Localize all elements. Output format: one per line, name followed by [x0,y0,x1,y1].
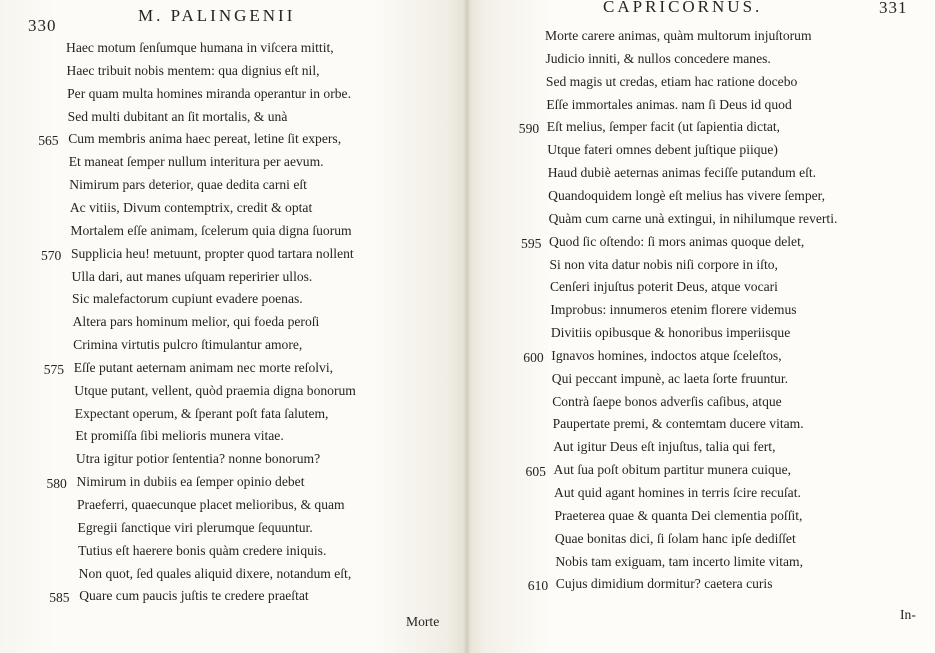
line-number: 565 [38,133,59,149]
line-number: 580 [46,476,67,492]
verse-line: Nimirum pars deterior, quae dedita carni eſt [69,177,307,193]
verse-line: Non quot, ſed quales aliquid dixere, notandum eſt, [78,565,352,581]
right-running-head: CAPRICORNUS. [603,0,763,16]
verse-line: Nimirum in dubiis ea ſemper opinio debet [76,474,305,490]
verse-line: Sed multi dubitant an ſit mortalis, & unà [67,108,288,124]
line-number: 585 [49,590,70,606]
verse-line: Egregii ſanctique viri plerumque ſequuntur. [77,519,313,535]
verse-line: Aut ſua poſt obitum partitur munera cuique, [553,462,792,478]
verse-line: Eſſe putant aeternam animam nec morte reſolvi, [73,359,333,375]
verse-line: Supplicia heu! metuunt, propter quod tartara nollent [70,245,354,261]
verse-line: Morte carere animas, quàm multorum injuſtorum [545,28,812,43]
book-gutter [463,0,471,653]
line-number: 575 [43,361,65,377]
right-catchword: In- [900,607,916,622]
verse-line: Cum membris anima haec pereat, letine ſit expers, [68,131,342,147]
verse-line: Eſt melius, ſemper facit (ut ſapientia dictat, [546,119,781,135]
verse-line: Haec tribuit nobis mentem: qua dignius eſt nil, [66,62,320,78]
verse-line: Utque putant, vellent, quòd praemia digna bonorum [74,382,356,398]
verse-line: Et maneat ſemper nullum interitura per aevum. [68,154,324,170]
verse-line: Utra igitur potior ſententia? nonne bonorum? [75,451,321,467]
verse-line: Qui peccant impunè, ac laeta ſorte fruuntur. [551,370,789,386]
verse-line: Sic malefactorum cupiunt evadere poenas. [72,291,303,307]
verse-line: Haud dubiè aeternas animas feciſſe putandum eſt. [547,165,817,181]
verse-line: Contrà ſaepe bonos adverſis caſibus, atque [552,393,782,409]
left-catchword: Morte [406,614,440,629]
verse-line: Utque fateri omnes debent juſtique piique) [547,142,778,158]
left-running-head: M. PALINGENII [138,6,296,25]
verse-line: Eſſe immortales animas. nam ſi Deus id quod [546,96,792,112]
line-number: 610 [527,578,549,594]
verse-line: Expectant operum, & ſperant poſt fata ſalutem, [74,405,329,421]
line-number: 570 [40,247,62,263]
right-verse-block [467,0,935,653]
right-page [467,0,935,653]
right-page-number: 331 [879,0,908,17]
verse-line: Aut igitur Deus eſt injuſtus, talia qui fert, [553,439,776,455]
verse-line: Sed magis ut credas, etiam hac ratione docebo [545,73,798,89]
verse-line: Cenſeri injuſtus poterit Deus, atque vocari [549,279,778,295]
left-page-number: 330 [28,16,57,35]
line-number: 600 [523,349,544,365]
verse-line: Paupertate premi, & contemtam ducere vitam. [552,416,804,432]
verse-line: Praeferri, quaecunque placet melioribus, & quam [77,497,345,512]
verse-line: Crimina virtutis pulcro ſtimulantur amore, [73,337,303,353]
left-verse-block [0,0,467,653]
verse-line: Divitiis opibusque & honoribus imperiisque [550,325,791,341]
verse-line: Nobis tam exiguam, tam incerto limite vitam, [555,553,803,569]
verse-line: Aut quid agant homines in terris ſcire recuſat. [554,485,801,500]
left-page [0,0,467,653]
verse-line: Altera pars hominum melior, qui foeda peroſi [72,314,320,330]
line-number: 595 [521,235,542,251]
verse-line: Ignavos homines, indoctos atque ſceleſtos, [551,347,782,363]
verse-line: Et promiſſa ſibi melioris munera vitae. [75,428,284,444]
verse-line: Per quam multa homines miranda operantur in orbe. [67,85,351,101]
verse-line: Quare cum paucis juſtis te credere praeſtat [79,588,309,604]
verse-line: Ac vitiis, Divum contemptrix, credit & optat [69,199,313,215]
verse-line: Judicio inniti, & nullos concedere manes. [545,50,771,66]
verse-line: Si non vita datur nobis niſi corpore in iſto, [549,256,778,272]
verse-line: Praeterea quae & quanta Dei clementia poſſit, [554,507,803,523]
verse-line: Tutius eſt haerere bonis quàm credere iniquis. [78,542,327,558]
line-number: 605 [525,464,546,480]
verse-line: Quae bonitas dici, ſi ſolam hanc ipſe dediſſet [554,530,796,546]
verse-line: Quod ſic oſtendo: ſi mors animas quoque delet, [549,233,805,249]
verse-line: Cujus dimidium dormitur? caetera curis [555,576,773,592]
verse-line: Mortalem eſſe animam, ſcelerum quia digna ſuorum [70,222,352,238]
verse-line: Haec motum ſenſumque humana in viſcera mittit, [66,40,334,55]
verse-line: Quàm cum carne unà extingui, in nihilumque reverti. [548,210,838,226]
verse-line: Ulla dari, aut manes uſquam reperirier ullos. [71,268,313,284]
verse-line: Quandoquidem longè eſt melius has vivere ſemper, [548,187,826,203]
verse-line: Improbus: innumeros etenim florere videmus [550,302,797,318]
line-number: 590 [518,121,540,137]
